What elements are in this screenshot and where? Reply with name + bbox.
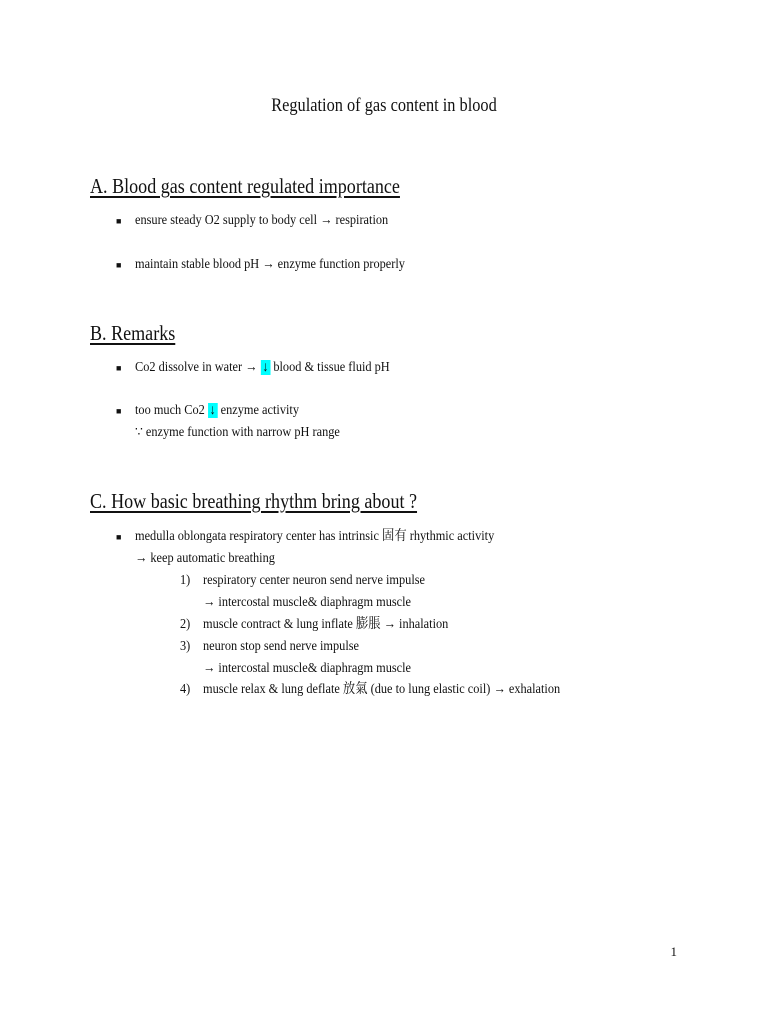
bullet-icon: ■: [116, 363, 122, 373]
step-number: 3): [180, 639, 191, 654]
list-item-text: maintain stable blood pH → enzyme function properly: [135, 257, 405, 272]
bullet-icon: ■: [116, 216, 122, 226]
section-a-heading: A. Blood gas content regulated importance: [90, 174, 400, 198]
step-number: 2): [180, 617, 191, 632]
list-item-text: too much Co2 ↓ enzyme activity ∵ enzyme function with narrow pH range: [135, 400, 340, 444]
down-arrow-highlight: ↓: [209, 403, 216, 418]
list-item-text: medulla oblongata respiratory center has intrinsic 固有 rhythmic activity → keep automatic breathing: [135, 529, 495, 566]
bullet-icon: ■: [116, 532, 122, 542]
step-number: 4): [180, 682, 191, 697]
step-number: 1): [180, 573, 191, 588]
list-item-text: Co2 dissolve in water → ↓ blood & tissue fluid pH: [135, 360, 390, 375]
section-b-heading: B. Remarks: [90, 321, 176, 345]
section-c-heading: C. How basic breathing rhythm bring about ?: [90, 489, 418, 513]
bullet-icon: ■: [116, 406, 122, 416]
document-page: Regulation of gas content in blood A. Blood gas content regulated importance ■ ensure steady O2 supply to body cell → respiration ■ maintain stable blood pH → enzyme function properly B. Remarks ■ Co2 dissolve in water → ↓ blood & tissue fluid pH ■ too much Co2 ↓ enzyme activity ∵ enzyme function with narrow pH range C. How basic breathing rhythm bring about ? ■ medulla oblongata respiratory center has intrinsic 固有 rhythmic activity → keep automatic breathing 1) respiratory center neuron send nerve impulse → intercostal muscle& diaphragm muscle 2) muscle contract & lung inflate 膨脹 → inhalation 3) neuron stop send nerve impulse → intercostal muscle& diaphragm muscle 4) muscle relax & lung deflate 放氣 (due to lung elastic coil) → exhalation 1: [0, 0, 768, 1024]
document-title: Regulation of gas content in blood: [271, 95, 497, 116]
list-item-text: ensure steady O2 supply to body cell → respiration: [135, 213, 389, 228]
list-item-continuation: ∵ enzyme function with narrow pH range: [135, 425, 340, 440]
down-arrow-highlight: ↓: [262, 360, 269, 375]
page-number: 1: [670, 944, 677, 959]
bullet-icon: ■: [116, 260, 122, 270]
